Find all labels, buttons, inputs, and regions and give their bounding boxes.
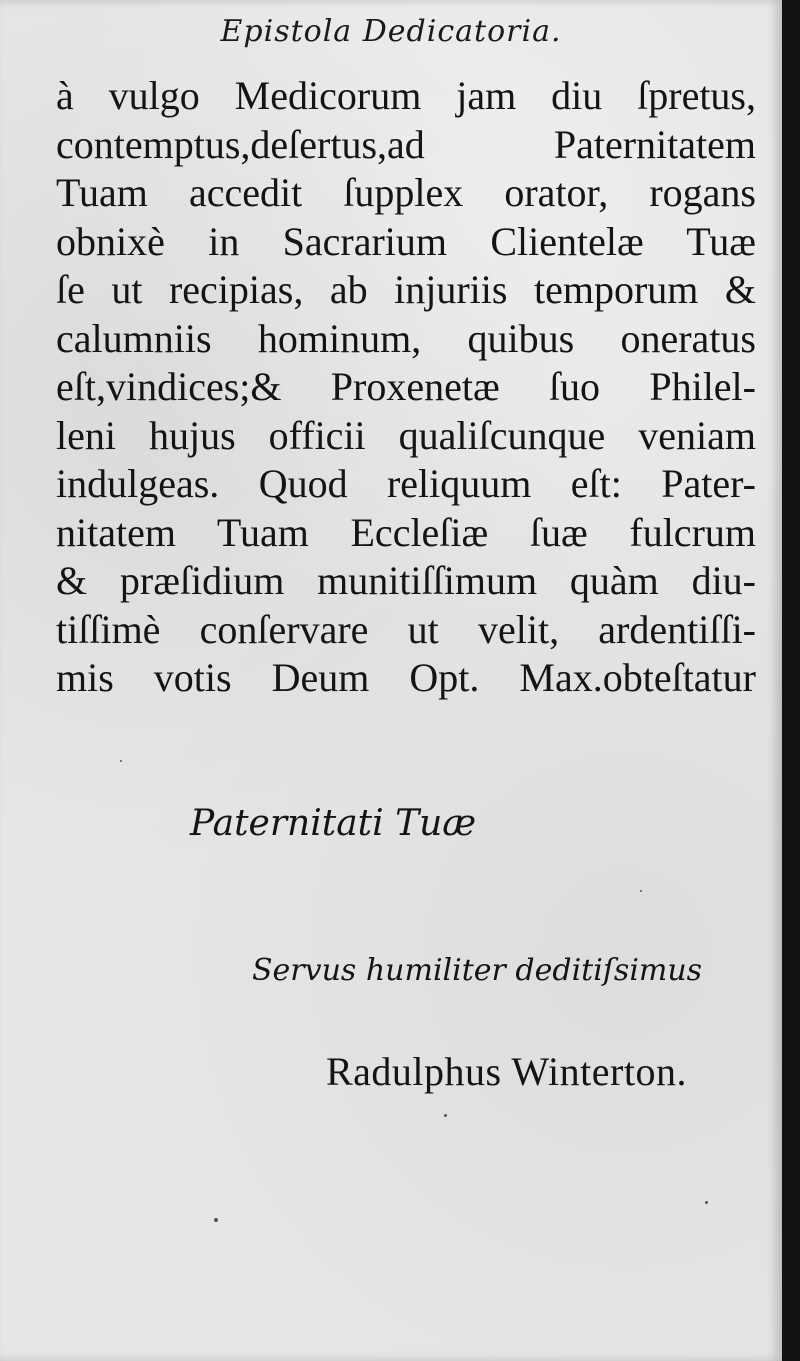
text-line: indulgeas. Quod reliquum eſt: Pater- bbox=[56, 461, 756, 506]
dedication-body bbox=[56, 72, 756, 703]
text-line: tiſſimè conſervare ut velit, ardentiſſi- bbox=[56, 606, 756, 652]
signature: Radulphus Winterton. bbox=[326, 1049, 687, 1094]
running-head: Epistola Dedicatoria. bbox=[220, 14, 562, 49]
text-line: & præſidium munitiſſimum quàm diu- bbox=[56, 558, 756, 603]
page-gutter bbox=[782, 0, 800, 1361]
paper-speck bbox=[444, 1114, 447, 1117]
text-line: obnixè in Sacrarium Clientelæ Tuæ bbox=[56, 218, 756, 264]
text-line: calumniis hominum, quibus oneratus bbox=[56, 315, 756, 361]
paper-speck bbox=[705, 1201, 708, 1204]
text-line: à vulgo Medicorum jam diu ſpretus, bbox=[56, 73, 756, 118]
paper-speck bbox=[120, 760, 122, 762]
paper-speck bbox=[640, 890, 642, 892]
paper-speck bbox=[214, 1218, 218, 1222]
text-line: nitatem Tuam Eccleſiæ ſuæ fulcrum bbox=[56, 509, 756, 555]
salutation: Paternitati Tuæ bbox=[190, 803, 477, 844]
text-line: Tuam accedit ſupplex orator, rogans bbox=[56, 170, 756, 215]
text-line: contemptus,deſertus,ad Paternitatem bbox=[56, 121, 756, 167]
text-line: mis votis Deum Opt. Max.obteſtatur bbox=[56, 655, 756, 700]
text-line: eſt,vindices;& Proxenetæ ſuo Philel- bbox=[56, 364, 756, 409]
text-line: leni hujus officii qualiſcunque veniam bbox=[56, 412, 756, 458]
text-line: ſe ut recipias, ab injuriis temporum & bbox=[56, 267, 756, 312]
servus-line: Servus humiliter deditiſsimus bbox=[252, 953, 703, 988]
